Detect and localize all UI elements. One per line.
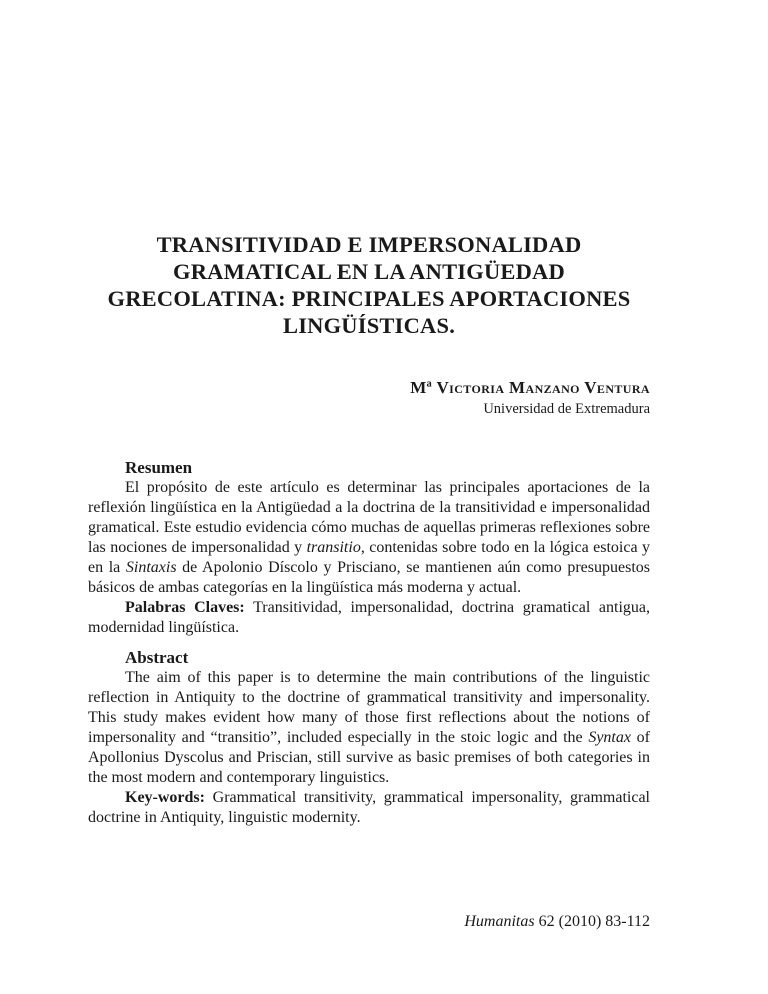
resumen-text-segment: , contenidas sobre todo en la lógica estoica y en la (88, 539, 650, 576)
author-block (88, 377, 650, 418)
title-line-3: GRECOLATINA: PRINCIPALES APORTACIONES (107, 286, 631, 311)
abstract-keywords (88, 788, 650, 828)
abstract-text-segment: of Apollonius Dyscolus and Priscian, still survive as basic premises of both categories in the most modern and contemporary linguistics. (88, 729, 651, 786)
resumen-italic-term-sintaxis: Sintaxis (125, 559, 177, 576)
journal-footer (88, 912, 650, 932)
resumen-text-segment: El propósito de este artículo es determinar las principales aportaciones de la reflexión lingüística en la Antigüedad a la doctrina de la transitividad e impersonalidad gramatical. Este estudio evidencia cómo muchas de aquellas primeras reflexiones sobre las nociones de impersonalidad y (88, 479, 650, 556)
resumen-keywords (88, 598, 650, 638)
resumen-heading: Resumen (125, 458, 193, 477)
title-line-1: TRANSITIVIDAD E IMPERSONALIDAD (156, 232, 582, 257)
resumen-keywords-text: Transitividad, impersonalidad, doctrina gramatical antigua, modernidad lingüística. (88, 599, 650, 636)
title-line-2: GRAMATICAL EN LA ANTIGÜEDAD (173, 259, 565, 284)
resumen-italic-term-transitio: transitio (306, 539, 361, 556)
abstract-italic-term-syntax: Syntax (588, 729, 631, 746)
journal-name: Humanitas (464, 913, 535, 930)
author-name: Mª Victoria Manzano Ventura (410, 378, 650, 397)
abstract-heading: Abstract (125, 648, 189, 667)
resumen-section (88, 458, 650, 638)
abstract-text-segment: The aim of this paper is to determine the main contributions of the linguistic reflection in Antiquity to the doctrine of grammatical transitivity and impersonality. This study makes evident how many of those first reflections about the notions of impersonality and “transitio”, included especially in the stoic logic and the (88, 669, 650, 746)
abstract-paragraph (88, 668, 650, 788)
page-content (88, 0, 650, 932)
resumen-paragraph (88, 478, 650, 598)
abstract-keywords-label: Key-words: (125, 789, 205, 806)
journal-citation: 62 (2010) 83-112 (534, 913, 650, 930)
author-affiliation: Universidad de Extremadura (483, 401, 650, 417)
abstract-keywords-text: Grammatical transitivity, grammatical impersonality, grammatical doctrine in Antiquity, linguistic modernity. (88, 789, 650, 826)
article-title (88, 231, 650, 339)
resumen-text-segment: de Apolonio Díscolo y Prisciano, se mantienen aún como presupuestos básicos de ambas categorías en la lingüística más moderna y actual. (88, 559, 650, 596)
resumen-keywords-label: Palabras Claves: (125, 599, 245, 616)
title-line-4: LINGÜÍSTICAS. (282, 313, 456, 338)
abstract-section (88, 648, 650, 828)
